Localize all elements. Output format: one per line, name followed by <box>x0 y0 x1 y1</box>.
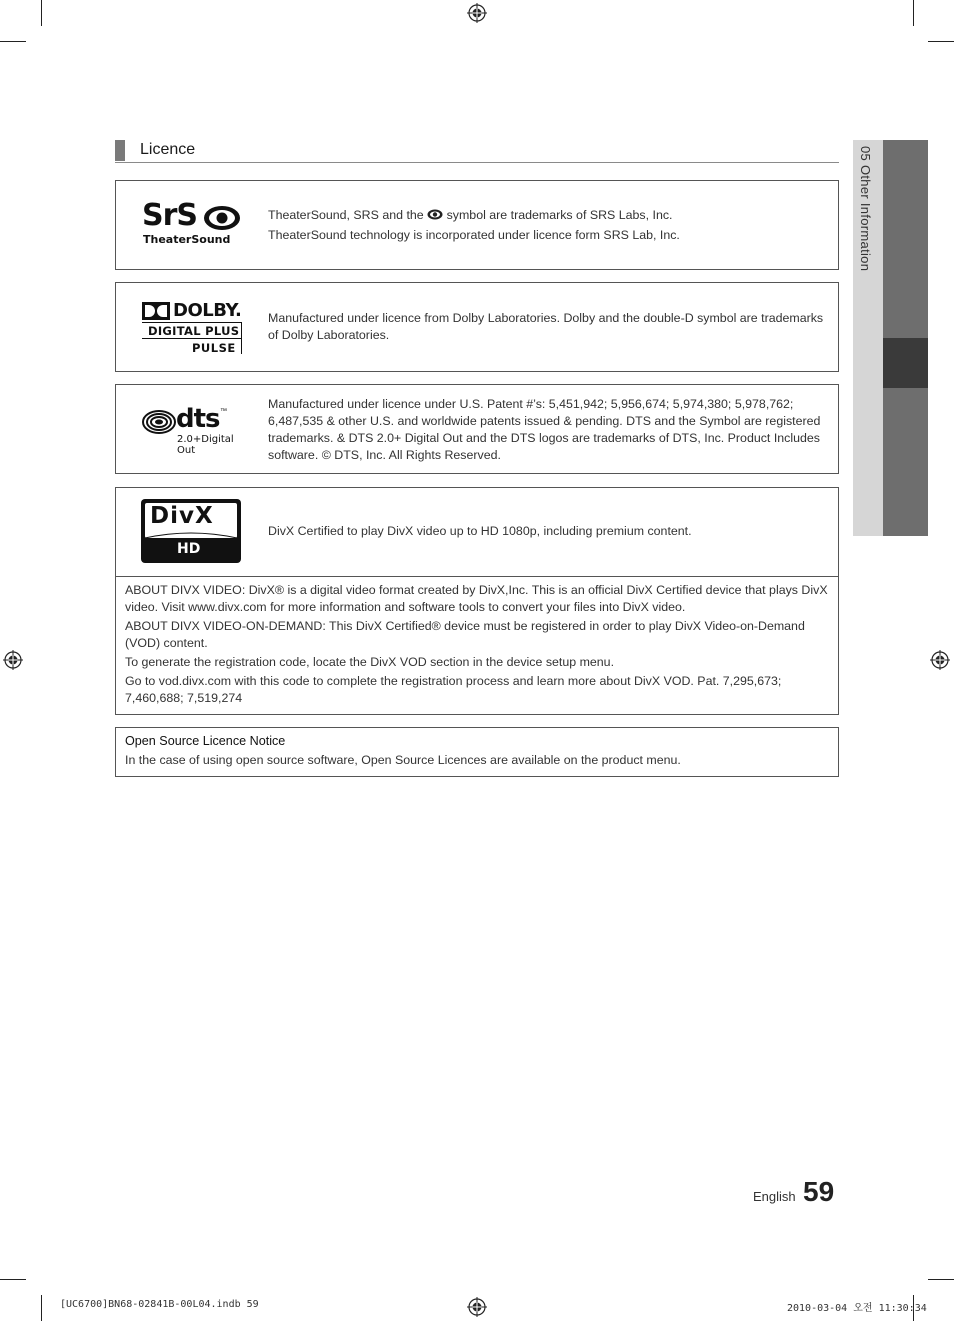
side-tab-label: 05 Other Information <box>858 146 873 272</box>
slug-timestamp: 2010-03-04 오전 11:30:34 <box>787 1303 927 1314</box>
crop-mark <box>0 1279 26 1280</box>
divx-logo-word: DivX <box>150 503 214 529</box>
srs-logo-text: SrS <box>142 198 198 233</box>
dts-logo-subtext: 2.0+Digital Out <box>177 434 234 456</box>
crop-mark <box>41 1295 42 1321</box>
divx-logo-subtext: HD <box>177 541 201 557</box>
registration-mark-icon <box>930 650 950 670</box>
registration-mark-icon <box>467 3 487 23</box>
section-bar <box>115 140 125 161</box>
registration-mark-icon <box>467 1297 487 1317</box>
dts-logo <box>140 404 244 456</box>
srs-logo <box>140 200 250 250</box>
divx-about-paragraph: ABOUT DIVX VIDEO: DivX® is a digital video format created by DivX,Inc. This is an official DivX Certified device that plays DivX video. Visit www.divx.com for more information and software tools to convert your files into DivX video. <box>125 583 828 614</box>
dts-disc-icon <box>142 410 176 434</box>
dts-logo-tm: ™ <box>220 408 227 415</box>
dts-logo-word: dts <box>176 404 220 434</box>
srs-licence-text <box>268 207 828 244</box>
dolby-logo-line1: DIGITAL PLUS <box>148 324 240 338</box>
dolby-logo-rule <box>142 338 242 339</box>
crop-mark <box>0 41 26 42</box>
section-title: Licence <box>140 141 196 158</box>
dolby-logo-word: DOLBY. <box>173 300 242 321</box>
crop-mark <box>928 1279 954 1280</box>
dts-licence-text: Manufactured under licence under U.S. Patent #’s: 5,451,942; 5,956,674; 5,974,380; 5,978,762; 6,487,535 & other U.S. and worldwide patents issued & pending. DTS and the Symbol are registered trademarks. & DTS 2.0+ Digital Out and the DTS logos are trademarks of DTS, Inc. Product Includes software. © DTS, Inc. All Rights Reserved. <box>268 397 821 462</box>
slug-file-info: [UC6700]BN68-02841B-00L04.indb 59 <box>60 1299 259 1310</box>
srs-line1-post: symbol are trademarks of SRS Labs, Inc. <box>446 208 673 222</box>
divx-about-paragraph: Go to vod.divx.com with this code to complete the registration process and learn more about DivX VOD. Pat. 7,295,673; 7,460,688; 7,519,274 <box>125 674 782 705</box>
srs-logo-subtext: TheaterSound <box>143 233 231 246</box>
divx-licence-text: DivX Certified to play DivX video up to HD 1080p, including premium content. <box>268 524 692 538</box>
footer-language: English <box>753 1189 796 1204</box>
side-tab-marker <box>883 338 928 388</box>
dolby-logo-rule <box>241 322 242 354</box>
registration-mark-icon <box>3 650 23 670</box>
dolby-logo-line2: PULSE <box>192 341 236 355</box>
dolby-licence-text: Manufactured under licence from Dolby Laboratories. Dolby and the double-D symbol are trademarks of Dolby Laboratories. <box>268 311 824 342</box>
divx-logo <box>140 498 242 564</box>
dolby-logo <box>140 300 244 356</box>
divx-about-paragraph: ABOUT DIVX VIDEO-ON-DEMAND: This DivX Certified® device must be registered in order to play DivX Video-on-Demand (VOD) content. <box>125 619 805 650</box>
open-source-text: In the case of using open source software, Open Source Licences are available on the product menu. <box>125 753 681 767</box>
srs-line1-pre: TheaterSound, SRS and the <box>268 208 424 222</box>
divx-about-text <box>125 582 830 709</box>
divx-separator <box>115 576 839 577</box>
srs-eye-icon <box>202 204 242 232</box>
divx-about-paragraph: To generate the registration code, locate the DivX VOD section in the device setup menu. <box>125 655 615 669</box>
page-number: 59 <box>803 1176 835 1207</box>
crop-mark <box>41 0 42 26</box>
crop-mark <box>913 0 914 26</box>
dolby-double-d-icon <box>142 302 170 320</box>
crop-mark <box>928 41 954 42</box>
srs-line2: TheaterSound technology is incorporated under licence form SRS Lab, Inc. <box>268 228 680 242</box>
dolby-logo-rule <box>142 322 242 323</box>
srs-eye-icon <box>427 209 443 220</box>
open-source-title: Open Source Licence Notice <box>125 734 286 748</box>
section-rule <box>115 162 839 163</box>
